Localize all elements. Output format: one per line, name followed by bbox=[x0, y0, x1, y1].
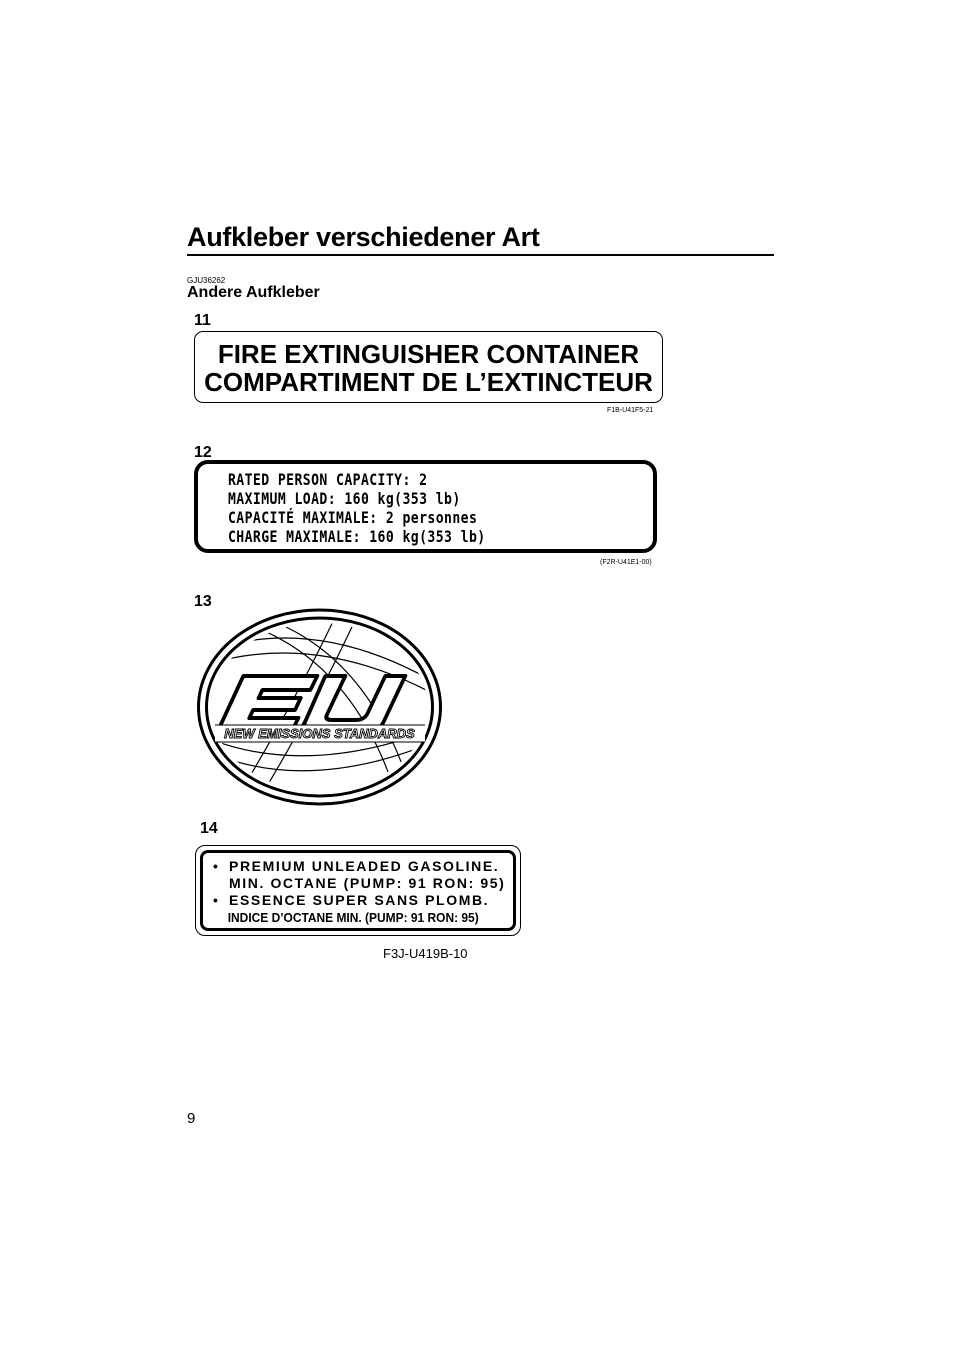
logo-subtitle: NEW EMISSIONS STANDARDS bbox=[224, 726, 415, 741]
fire-extinguisher-label bbox=[194, 331, 663, 403]
label-14-line-2: MIN. OCTANE (PUMP: 91 RON: 95) bbox=[229, 875, 506, 891]
page-number: 9 bbox=[187, 1110, 196, 1127]
bullet-2: • bbox=[213, 892, 220, 908]
figure-number-14: 14 bbox=[200, 820, 218, 837]
section-title: Andere Aufkleber bbox=[187, 284, 320, 301]
label-12-line-3: CAPACITÉ MAXIMALE: 2 personnes bbox=[228, 508, 478, 527]
eu-emissions-logo bbox=[197, 608, 442, 806]
bullet-1: • bbox=[213, 858, 220, 874]
label-12-line-4: CHARGE MAXIMALE: 160 kg(353 lb) bbox=[228, 527, 486, 546]
label-11-line-1: FIRE EXTINGUISHER CONTAINER bbox=[217, 339, 640, 369]
label-12-line-1: RATED PERSON CAPACITY: 2 bbox=[228, 470, 428, 489]
figure-number-11: 11 bbox=[194, 312, 211, 329]
label-14-line-3: ESSENCE SUPER SANS PLOMB. bbox=[229, 892, 490, 908]
fuel-label-inner bbox=[200, 850, 516, 931]
header-rule bbox=[187, 254, 774, 256]
label-11-code: F1B-U41F5-21 bbox=[607, 407, 654, 414]
eu-logo-graphic bbox=[197, 608, 442, 806]
section-ref-code: GJU36262 bbox=[187, 276, 226, 285]
label-14-line-1: PREMIUM UNLEADED GASOLINE. bbox=[229, 858, 500, 874]
label-12-code: (F2R-U41E1-00) bbox=[600, 559, 652, 566]
label-11-line-2: COMPARTIMENT DE L’EXTINCTEUR bbox=[204, 367, 653, 397]
label-14-code: F3J-U419B-10 bbox=[383, 946, 468, 961]
figure-number-12: 12 bbox=[194, 444, 212, 461]
figure-number-13: 13 bbox=[194, 593, 212, 610]
fuel-label bbox=[195, 845, 521, 936]
page-header bbox=[187, 222, 774, 252]
label-14-line-4: INDICE D’OCTANE MIN. (PUMP: 91 RON: 95) bbox=[227, 910, 479, 925]
page-title: Aufkleber verschiedener Art bbox=[187, 222, 540, 252]
capacity-label bbox=[194, 460, 657, 553]
label-12-line-2: MAXIMUM LOAD: 160 kg(353 lb) bbox=[228, 489, 461, 508]
